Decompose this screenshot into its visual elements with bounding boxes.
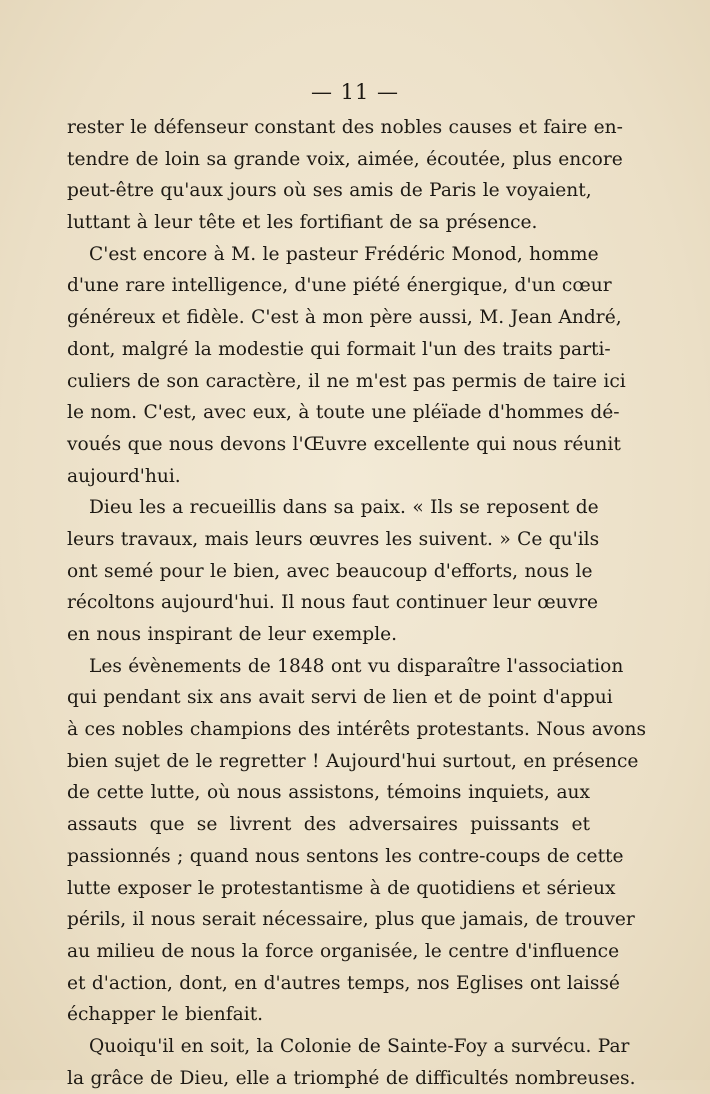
text-line: d'une rare intelligence, d'une piété énergique, d'un cœur	[67, 275, 612, 297]
text-line: aujourd'hui.	[67, 465, 181, 487]
text-line: la grâce de Dieu, elle a triomphé de difficultés nombreuses.	[67, 1067, 636, 1089]
text-line: peut-être qu'aux jours où ses amis de Paris le voyaient,	[67, 180, 592, 202]
text-line: récoltons aujourd'hui. Il nous faut continuer leur œuvre	[67, 592, 599, 614]
text-line: au milieu de nous la force organisée, le centre d'influence	[67, 940, 620, 962]
text-line: Dieu les a recueillis dans sa paix. « Ils se reposent de	[89, 497, 599, 519]
text-line: culiers de son caractère, il ne m'est pas permis de taire ici	[67, 370, 626, 392]
text-line: bien sujet de le regretter ! Aujourd'hui surtout, en présence	[67, 750, 639, 772]
text-line: qui pendant six ans avait servi de lien et de point d'appui	[67, 687, 613, 709]
text-line: assauts que se livrent des adversaires puissants et	[67, 814, 590, 836]
text-line: rester le défenseur constant des nobles causes et faire en-	[67, 117, 623, 138]
paragraph	[67, 239, 626, 493]
paragraph	[67, 492, 600, 650]
text-line: leurs travaux, mais leurs œuvres les suivent. » Ce qu'ils	[67, 528, 600, 550]
text-line: en nous inspirant de leur exemple.	[67, 624, 398, 645]
text-line: échapper le bienfait.	[67, 1004, 264, 1026]
text-line: généreux et fidèle. C'est à mon père aussi, M. Jean André,	[67, 307, 622, 329]
text-line: tendre de loin sa grande voix, aimée, écoutée, plus encore	[67, 148, 623, 170]
text-line: de cette lutte, où nous assistons, témoins inquiets, aux	[67, 782, 590, 804]
paragraph	[67, 1031, 636, 1094]
body-text	[67, 112, 647, 1094]
paragraph	[67, 651, 647, 1031]
text-line: lutte exposer le protestantisme à de quotidiens et sérieux	[67, 877, 616, 899]
text-line: périls, il nous serait nécessaire, plus que jamais, de trouver	[67, 909, 635, 931]
text-line: ont semé pour le bien, avec beaucoup d'efforts, nous le	[67, 560, 593, 582]
text-line: dont, malgré la modestie qui formait l'un des traits parti-	[67, 338, 611, 360]
text-line: passionnés ; quand nous sentons les contre-coups de cette	[67, 845, 624, 867]
text-line: luttant à leur tête et les fortifiant de sa présence.	[67, 212, 538, 234]
paragraph	[67, 112, 623, 239]
page-number: — 11 —	[310, 80, 400, 104]
text-line: C'est encore à M. le pasteur Frédéric Monod, homme	[89, 243, 599, 265]
text-line: Les évènements de 1848 ont vu disparaître l'association	[89, 655, 624, 677]
text-line: voués que nous devons l'Œuvre excellente qui nous réunit	[67, 433, 621, 455]
text-line: à ces nobles champions des intérêts protestants. Nous avons	[67, 719, 647, 741]
text-line: le nom. C'est, avec eux, à toute une pléïade d'hommes dé-	[67, 402, 620, 424]
text-line: et d'action, dont, en d'autres temps, nos Eglises ont laissé	[67, 972, 620, 994]
text-line: Quoiqu'il en soit, la Colonie de Sainte-Foy a survécu. Par	[89, 1035, 630, 1057]
